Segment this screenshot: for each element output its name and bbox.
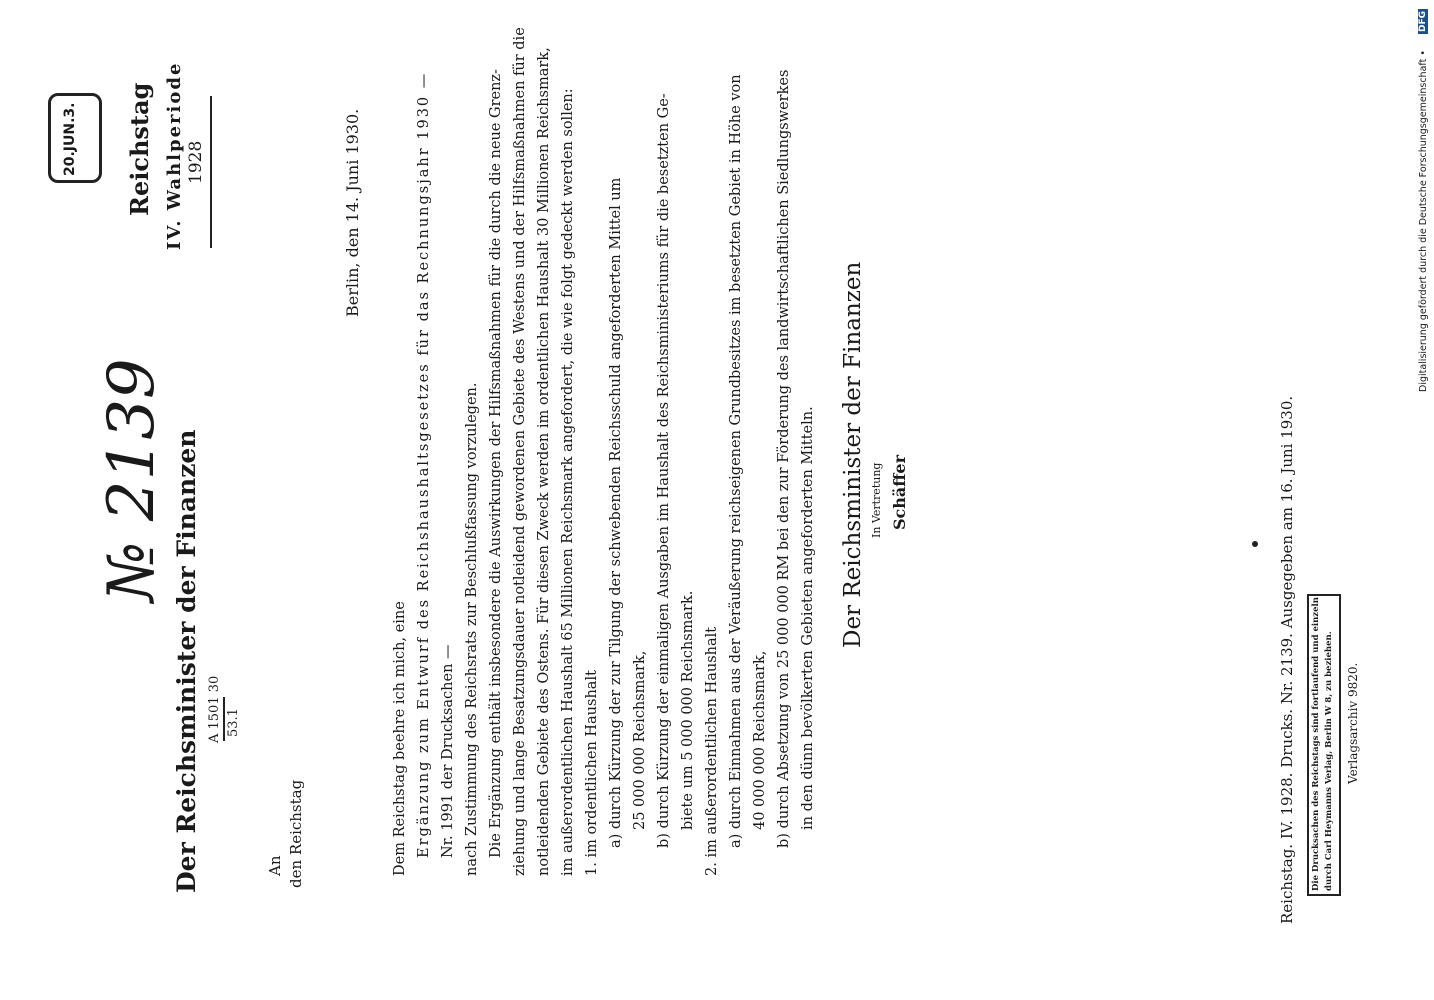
footer-line: Reichstag. IV. 1928. Drucks. Nr. 2139. Ausgegeben am 16. Juni 1930. [1278,395,1296,924]
signature-name: Schäffer [890,454,909,530]
body-item-2b-line2: in den dünn bevölkerten Gebieten angeforderten Mitteln. [800,406,816,830]
header-rule [210,96,212,248]
body-item-1b-line2: biete um 5 000 000 Reichsmark. [680,590,696,830]
body-item-1: 1. im ordentlichen Haushalt [584,670,600,876]
body-item-2a-line2: 40 000 000 Reichsmark, [752,650,768,830]
recipient-line-1: An [266,855,284,876]
body-p1-b: Ergänzung zum Entwurf des Reichshaushaltsgesetzes für das Rechnungsjahr 1930 — [416,71,432,858]
signature-title: Der Reichsminister der Finanzen [840,261,866,648]
stamp-text: 20.JUN.3. [62,102,78,176]
reichstag-title: Reichstag [125,82,154,216]
footer-dot [1252,541,1258,547]
sender-ref-top: A 1501 30 [207,675,222,743]
body-item-2a-line1: a) durch Einnahmen aus der Veräußerung reichseigenen Grundbesitzes im besetzten Gebiet in Höhe von [728,74,744,848]
body-p2-a: Die Ergänzung enthält insbesondere die Auswirkungen der Hilfsmaßnahmen für die durch die neue Grenz- [488,69,504,858]
body-p1-c: Nr. 1991 der Drucksachen — [440,644,456,858]
body-item-1a-line2: 25 000 000 Reichsmark, [632,650,648,830]
body-p2-c: notleidenden Gebiete des Ostens. Für diesen Zweck werden im ordentlichen Haushalt 30 Millionen Reichsmark, [536,47,552,876]
archive-line: Verlagsarchiv 9820. [1346,662,1360,784]
body-p1-a: Dem Reichstag beehre ich mich, eine [392,601,408,876]
body-item-1b-line1: b) durch Kürzung der einmaligen Ausgaben im Haushalt des Reichsministeriums für die besetzten Ge- [656,93,672,848]
date-line: Berlin, den 14. Juni 1930. [343,108,362,317]
sender-ref-bottom: 53.1 [226,708,241,737]
document-number: № 2139 [95,358,169,602]
publisher-line-1: Die Drucksachen des Reichstags sind fortlaufend und einzeln [1311,597,1321,891]
reichstag-period: IV. Wahlperiode [164,61,185,250]
reichstag-year: 1928 [186,140,206,184]
body-p2-b: ziehung und lange Besatzungsdauer notleidend gewordenen Gebiete des Westens und der Hilfsmaßnahmen für die [512,27,528,876]
recipient-line-2: den Reichstag [287,779,305,888]
sender-title: Der Reichsminister der Finanzen [172,429,201,893]
digitization-note: Digitalisierung gefördert durch die Deutsche Forschungsgemeinschaft • [1418,50,1429,392]
publisher-line-2: durch Carl Heymanns Verlag, Berlin W 8, zu beziehen. [1324,631,1334,891]
letter-body [388,27,820,876]
body-item-2: 2. im außerordentlichen Haushalt [704,626,720,876]
body-p1-d: nach Zustimmung des Reichsrats zur Beschlußfassung vorzulegen. [464,382,480,876]
ref-divider [223,697,225,741]
body-p2-d: im außerordentlichen Haushalt 65 Millionen Reichsmark angefordert, die wie folgt gedeckt werden sollen: [560,88,576,876]
signature-deputy: In Vertretung [870,462,883,538]
body-item-1a-line1: a) durch Kürzung der zur Tilgung der schwebenden Reichsschuld angeforderten Mittel um [608,177,624,848]
dfg-logo: DFG [1418,10,1428,32]
body-item-2b-line1: b) durch Absetzung von 25 000 000 RM bei den zur Förderung des landwirtschaftlichen Siedlungswerkes [776,69,792,848]
